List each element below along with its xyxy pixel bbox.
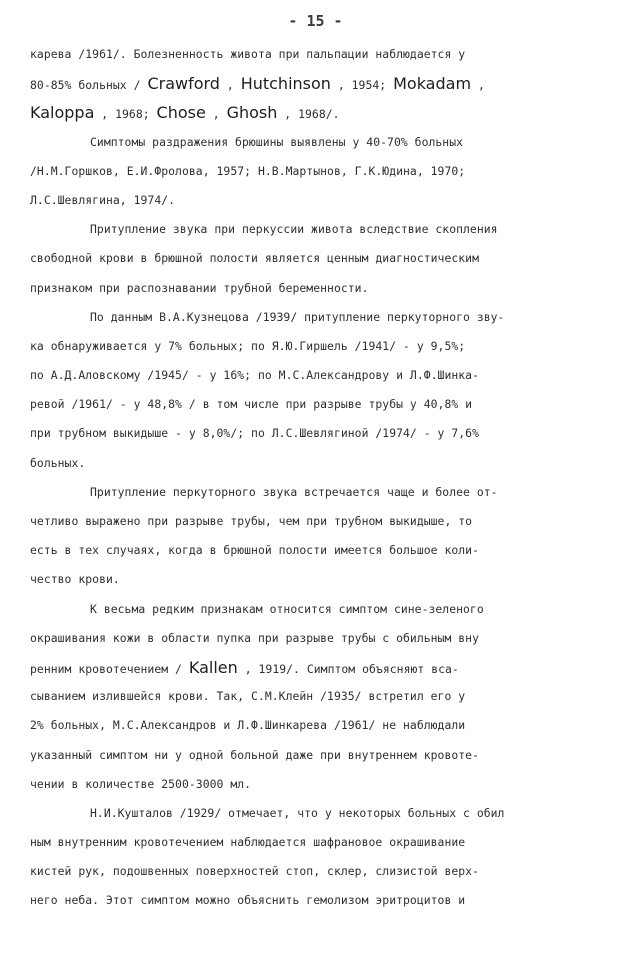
text-line: окрашивания кожи в области пупка при разрыве трубы с обильным вну <box>30 630 480 645</box>
text-line: Симптомы раздражения брюшины выявлены у 40-70% больных <box>90 134 464 149</box>
citation-line-1: 80-85% больных / Crawford , Hutchinson , 1954; Mokadam , <box>30 74 485 94</box>
handwritten-name: Mokadam <box>393 74 472 94</box>
handwritten-name: Ghosh <box>226 103 278 123</box>
handwritten-name: Hutchinson <box>240 74 331 94</box>
text-line: указанный симптом ни у одной больной даже при внутреннем кровоте- <box>30 747 480 762</box>
text-line: чении в количестве 2500-3000 мл. <box>30 776 252 791</box>
document-body <box>30 40 605 916</box>
text-line: К весьма редким признакам относится симптом сине-зеленого <box>90 601 484 616</box>
text-line: Притупление перкуторного звука встречается чаще и более от- <box>90 484 498 499</box>
handwritten-name: Kallen <box>188 657 238 677</box>
text-line: Притупление звука при перкуссии живота вследствие скопления <box>90 222 498 237</box>
text-line: кистей рук, подошвенных поверхностей стоп, склер, слизистой верх- <box>30 864 480 879</box>
handwritten-name: Kaloppa <box>30 103 95 123</box>
text-line: по А.Д.Аловскому /1945/ - у 16%; по М.С.Александрову и Л.Ф.Шинка- <box>30 368 480 383</box>
text-line: ка обнаруживается у 7% больных; по Я.Ю.Гиршель /1941/ - у 9,5%; <box>30 338 466 353</box>
text-line: 2% больных, М.С.Александров и Л.Ф.Шинкарева /1961/ не наблюдали <box>30 718 466 733</box>
text-line: Л.С.Шевлягина, 1974/. <box>30 192 176 207</box>
citation-line-3: ренним кровотечением / Kallen , 1919/. Симптом объясняют вса- <box>30 657 459 677</box>
text-line: четливо выражено при разрыве трубы, чем при трубном выкидыше, то <box>30 514 473 528</box>
text-line <box>30 98 605 127</box>
text-line: больных. <box>30 455 86 470</box>
page-number: - 15 - <box>288 12 343 30</box>
handwritten-name: Crawford <box>147 74 220 94</box>
text-line: при трубном выкидыше - у 8,0%/; по Л.С.Шевлягиной /1974/ - у 7,6% <box>30 426 480 441</box>
text-line: карева /1961/. Болезненность живота при пальпации наблюдается у <box>30 47 466 61</box>
text-line: /Н.М.Горшков, Е.И.Фролова, 1957; Н.В.Мартынов, Г.К.Юдина, 1970; <box>30 163 466 178</box>
text-line: По данным В.А.Кузнецова /1939/ притупление перкуторного зву- <box>90 309 505 324</box>
handwritten-name: Chose <box>156 103 206 123</box>
text-line: Н.И.Кушталов /1929/ отмечает, что у некоторых больных с обил <box>90 805 505 820</box>
text-line: него неба. Этот симптом можно объяснить гемолизом эритроцитов и <box>30 893 466 908</box>
citation-line-2: Kaloppa , 1968; Chose , Ghosh , 1968/. <box>30 103 340 123</box>
text-line: есть в тех случаях, когда в брюшной полости имеется большое коли- <box>30 543 480 558</box>
text-line: чество крови. <box>30 572 120 587</box>
text-line: признаком при распознавании трубной беременности. <box>30 280 369 295</box>
text-line: сыванием излившейся крови. Так, С.М.Клейн /1935/ встретил его у <box>30 689 466 704</box>
text-line: ным внутренним кровотечением наблюдается шафрановое окрашивание <box>30 835 466 850</box>
text-line <box>30 69 605 98</box>
text-line: свободной крови в брюшной полости является ценным диагностическим <box>30 251 480 266</box>
text-line: ревой /1961/ - у 48,8% / в том числе при разрыве трубы у 40,8% и <box>30 397 473 412</box>
text-line <box>30 653 605 682</box>
